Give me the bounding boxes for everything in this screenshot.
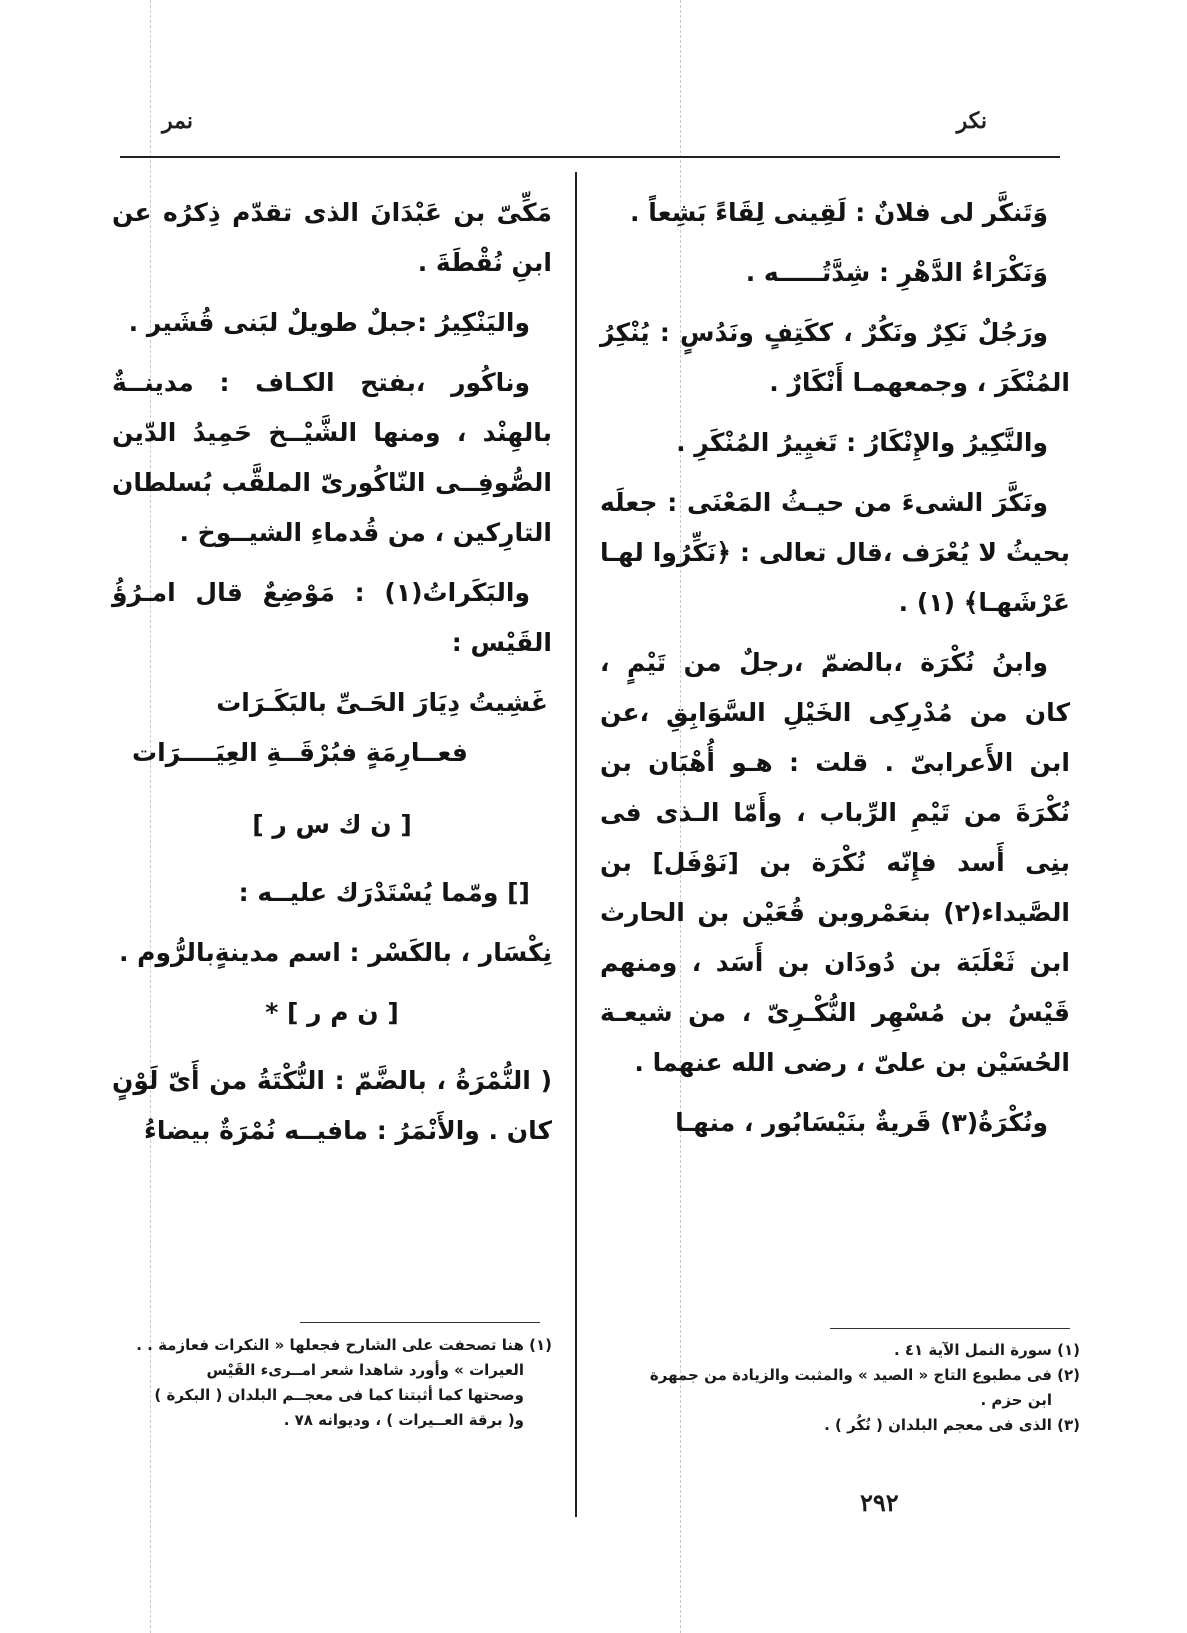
paragraph: والبَكَراتُ(١) : مَوْضِعٌ قال امـرُؤُ القَيْس : — [112, 578, 552, 657]
poem-line: فعــارِمَةٍ فبُرْقَــةِ العِيَــــرَات — [132, 738, 468, 767]
paragraph: والنَّكِيرُ والإِنْكَارُ : تَغيِيرُ المُنْكَرِ . — [676, 428, 1048, 457]
column-divider — [575, 172, 577, 1517]
section-heading: [ ن م ر ] * — [265, 998, 399, 1027]
paragraph: ورَجُلٌ نَكِرٌ ونَكُرٌ ، ككَتِفٍ ونَدُسٍ : يُنْكِرُ المُنْكَرَ ، وجمعهمـا أَنْكَارٌ . — [600, 318, 1070, 397]
poem-verse — [112, 678, 552, 778]
paragraph: [] ومّما يُسْتَدْرَك عليــه : — [238, 878, 530, 907]
paragraph: ونَكَّرَ الشىءَ من حيـثُ المَعْنَى : جعلَه بحيثُ لا يُعْرَف ،قال تعالى : ﴿نَكِّرُوا لهـا عَرْشَهـا﴾ (١) . — [600, 488, 1070, 617]
footnote-rule — [300, 1322, 540, 1323]
paragraph: نِكْسَار ، بالكَسْر : اسم مدينةٍبالرُّوم . — [118, 938, 552, 967]
poem-line: غَشِيتُ دِيَارَ الحَـىِّ بالبَكَـرَات — [216, 688, 548, 717]
paragraph: وَنَكْرَاءُ الدَّهْرِ : شِدَّتُـــــه . — [745, 258, 1048, 287]
paragraph: وَتَنكَّر لى فلانٌ : لَقِينى لِقَاءً بَشِعاً . — [630, 198, 1048, 227]
running-header-left: نمر — [162, 108, 193, 134]
paragraph: واليَنْكِيرُ :جبلٌ طويلٌ لبَنى قُشَير . — [128, 308, 530, 337]
footnote: وصحتها كما أثبتنا كما فى معجــم البلدان ( البكرة ) — [154, 1386, 524, 1404]
footnote: ابن حزم . — [980, 1391, 1052, 1409]
footnote: و( برقة العــيرات ) ، وديوانه ٧٨ . — [283, 1411, 524, 1429]
paragraph: ونُكْرَةُ(٣) قَريةٌ بنَيْسَابُور ، منهـا — [675, 1108, 1048, 1137]
page-number: ٢٩٢ — [860, 1488, 899, 1517]
footnote: العيرات » وأورد شاهدا شعر امــرىء القَيْس — [206, 1361, 524, 1379]
paragraph: وابنُ نُكْرَة ،بالضمّ ،رجلٌ من تَيْمٍ ، كان من مُدْرِكِى الخَيْلِ السَّوَابِقِ ،عن ابن الأَعرابىّ . قلت : هـو أُهْبَان بن نُكْرَةَ من تَيْمِ الرِّباب ، وأَمّا الـذى فى بنِى أَسد فإِنّه نُكْرَة بن [نَوْفَل] بن الصَّيداء(٢) بنعَمْروبن قُعَيْن بن الحارث ابن ثَعْلَبَة بن دُودَان بن أَسَد ، ومنهم قَيْسُ بن مُسْهِر النُّكْـرِىّ ، من شيعـة الحُسَيْن بن علىّ ، رضى الله عنهما . — [600, 648, 1070, 1077]
footnote: (١) هنا تصحفت على الشارح فجعلها « النكرات فعازمة . . — [136, 1336, 552, 1354]
right-column — [600, 188, 1070, 1148]
running-header-right: نكر — [956, 108, 987, 134]
footnote: (١) سورة النمل الآية ٤١ . — [893, 1341, 1080, 1359]
footnote: (٢) فى مطبوع التاج « الصيد » والمثبت والزيادة من جمهرة — [649, 1366, 1080, 1384]
footnotes-left — [132, 1333, 552, 1433]
section-heading: [ ن ك س ر ] — [252, 810, 412, 839]
footnotes-right — [590, 1338, 1080, 1438]
paragraph: مَكِّىّ بن عَبْدَانَ الذى تقدّم ذِكرُه عن ابنِ نُقْطَةَ . — [112, 198, 552, 277]
footnote: (٣) الذى فى معجم البلدان ( نُكُر ) . — [824, 1416, 1080, 1434]
left-column — [112, 188, 552, 1156]
paragraph: ( النُّمْرَةُ ، بالضَّمّ : النُّكْتَةُ من أَىّ لَوْنٍ كان . والأَنْمَرُ : مافيــه نُمْرَةٌ بيضاءُ — [112, 1066, 552, 1145]
paragraph: وناكُور ،بفتح الكـاف : مدينــةٌ بالهِنْد ، ومنها الشَّيْــخ حَمِيدُ الدّين الصُّوفِــى النّاكُورىّ الملقَّب بُسلطان التارِكين ، من قُدماءِ الشيــوخ . — [112, 368, 552, 547]
footnote-rule — [830, 1328, 1070, 1329]
header-rule — [120, 156, 1060, 158]
